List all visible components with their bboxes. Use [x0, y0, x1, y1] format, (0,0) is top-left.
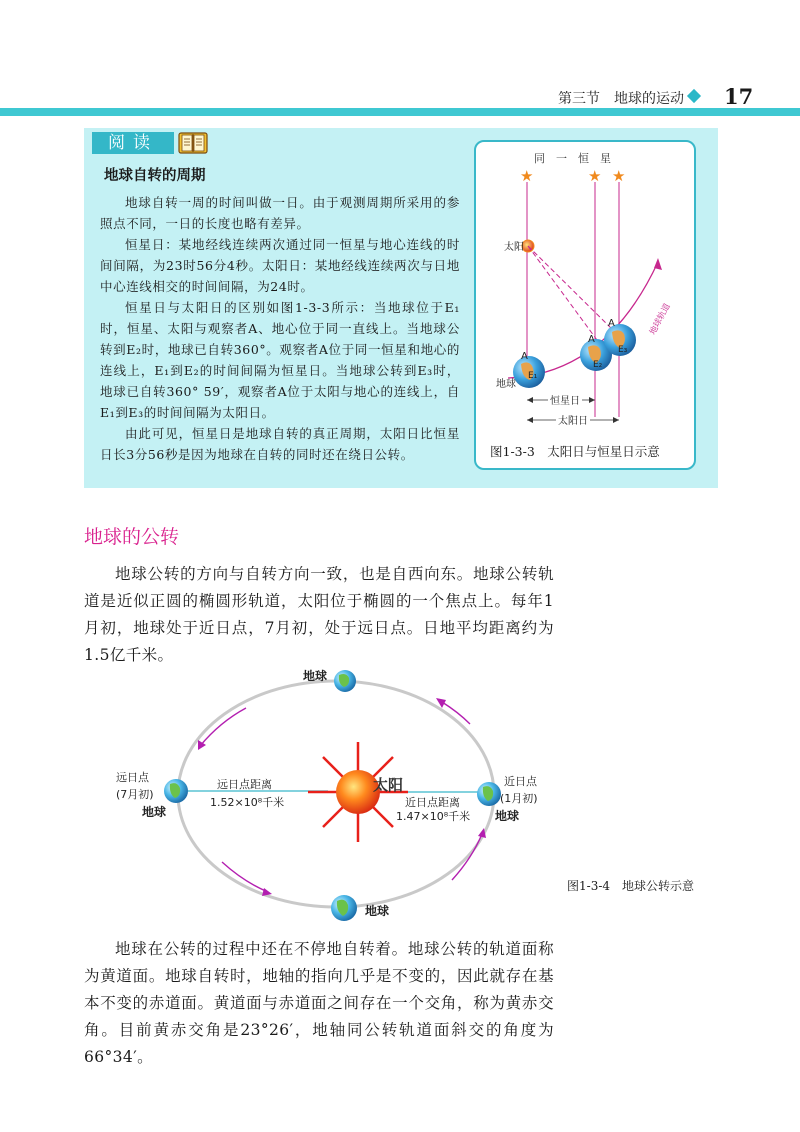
perihelion-distance-value: 1.47×10⁸千米 [396, 810, 471, 823]
reading-paragraph: 地球自转一周的时间叫做一日。由于观测周期所采用的参照点不同，一日的长度也略有差异。 [100, 195, 460, 231]
header-rule [0, 108, 800, 116]
figure-1-3-3 [476, 142, 690, 438]
book-icon [178, 131, 208, 155]
sun-label: 太阳 [373, 776, 404, 794]
star-icon: ★ [520, 167, 534, 185]
diamond-icon [687, 89, 701, 103]
sun-line [528, 246, 617, 334]
reading-body [100, 192, 460, 465]
span-arrow [613, 417, 619, 423]
reading-paragraph: 恒星日：某地经线连续两次通过同一恒星与地心连线的时间间隔，为23时56分4秒。太阳日：某地经线连续两次与日地中心连线相交的时间间隔，为24时。 [100, 237, 460, 294]
reading-label: 阅读 [108, 133, 158, 153]
position-label: E₃ [618, 345, 628, 355]
star-icon: ★ [612, 167, 626, 185]
span-arrow [527, 397, 533, 403]
figure-1-3-3-caption: 图1-3-3 太阳日与恒星日示意 [490, 444, 660, 459]
figure-1-3-4 [100, 660, 560, 932]
reading-paragraph: 由此可见，恒星日是地球自转的真正周期，太阳日比恒星日长3分56秒是因为地球在自转的同时还在绕日公转。 [100, 426, 460, 462]
aphelion-label: 远日点 [116, 771, 149, 784]
observer-label: A [521, 351, 528, 362]
earth-label: 地球 [496, 379, 516, 390]
orbit-label: 地球轨道 [648, 301, 673, 337]
header-section-title: 第三节 地球的运动 [558, 91, 684, 107]
section-title: 地球的公转 [84, 526, 180, 548]
span-arrow [527, 417, 533, 423]
span-arrow [589, 397, 595, 403]
earth-label: 地球 [495, 809, 520, 823]
sidereal-day-label: 恒星日 [550, 396, 580, 407]
aphelion-distance-value: 1.52×10⁸千米 [210, 796, 285, 809]
star-label: 同 一 恒 星 [534, 152, 611, 165]
earth-label: 地球 [303, 669, 328, 683]
perihelion-time: (1月初) [500, 792, 538, 805]
aphelion-distance-label: 远日点距离 [217, 778, 272, 791]
observer-label: A [608, 318, 615, 329]
sun-line [528, 246, 597, 340]
page-number: 17 [724, 84, 754, 109]
reading-paragraph: 恒星日与太阳日的区别如图1-3-3所示：当地球位于E₁时，恒星、太阳与观察者A、地心位于同一直线上。当地球公转到E₂时，地球已自转360°。观察者A位于同一恒星和地心的连线上，E₁到E₂的时间间隔为恒星日。当地球公转到E₃时，地球已自转360° 59′，观察者A位于太阳与地心的连线上，自E₁到E₃的时间间隔为太阳日。 [100, 300, 460, 420]
observer-label: A [588, 334, 595, 345]
solar-day-label: 太阳日 [558, 416, 588, 427]
aphelion-time: (7月初) [116, 788, 154, 801]
figure-1-3-4-caption: 图1-3-4 地球公转示意 [567, 879, 695, 893]
arrowhead [262, 888, 272, 896]
body-paragraph: 地球在公转的过程中还在不停地自转着。地球公转的轨道面称为黄道面。地球自转时，地轴的指向几乎是不变的，因此就存在基本不变的赤道面。黄道面与赤道面之间存在一个交角，称为黄赤交角。目前黄赤交角是23°26′，地轴同公转轨道面斜交的角度为66°34′。 [84, 940, 554, 1066]
orbit-arrow [654, 258, 662, 270]
perihelion-label: 近日点 [504, 775, 537, 788]
perihelion-distance-label: 近日点距离 [405, 796, 460, 809]
reading-title: 地球自转的周期 [104, 168, 206, 184]
position-label: E₁ [528, 371, 538, 381]
earth-label: 地球 [142, 805, 167, 819]
star-icon: ★ [588, 167, 602, 185]
earth-orbit-ellipse [178, 681, 494, 907]
sun-label: 太阳 [504, 242, 524, 253]
earth-label: 地球 [365, 904, 390, 918]
position-label: E₂ [593, 360, 603, 370]
body-paragraph: 地球公转的方向与自转方向一致，也是自西向东。地球公转轨道是近似正圆的椭圆形轨道，太阳位于椭圆的一个焦点上。每年1月初，地球处于近日点，7月初，处于远日点。日地平均距离约为1.5亿千米。 [84, 565, 554, 664]
